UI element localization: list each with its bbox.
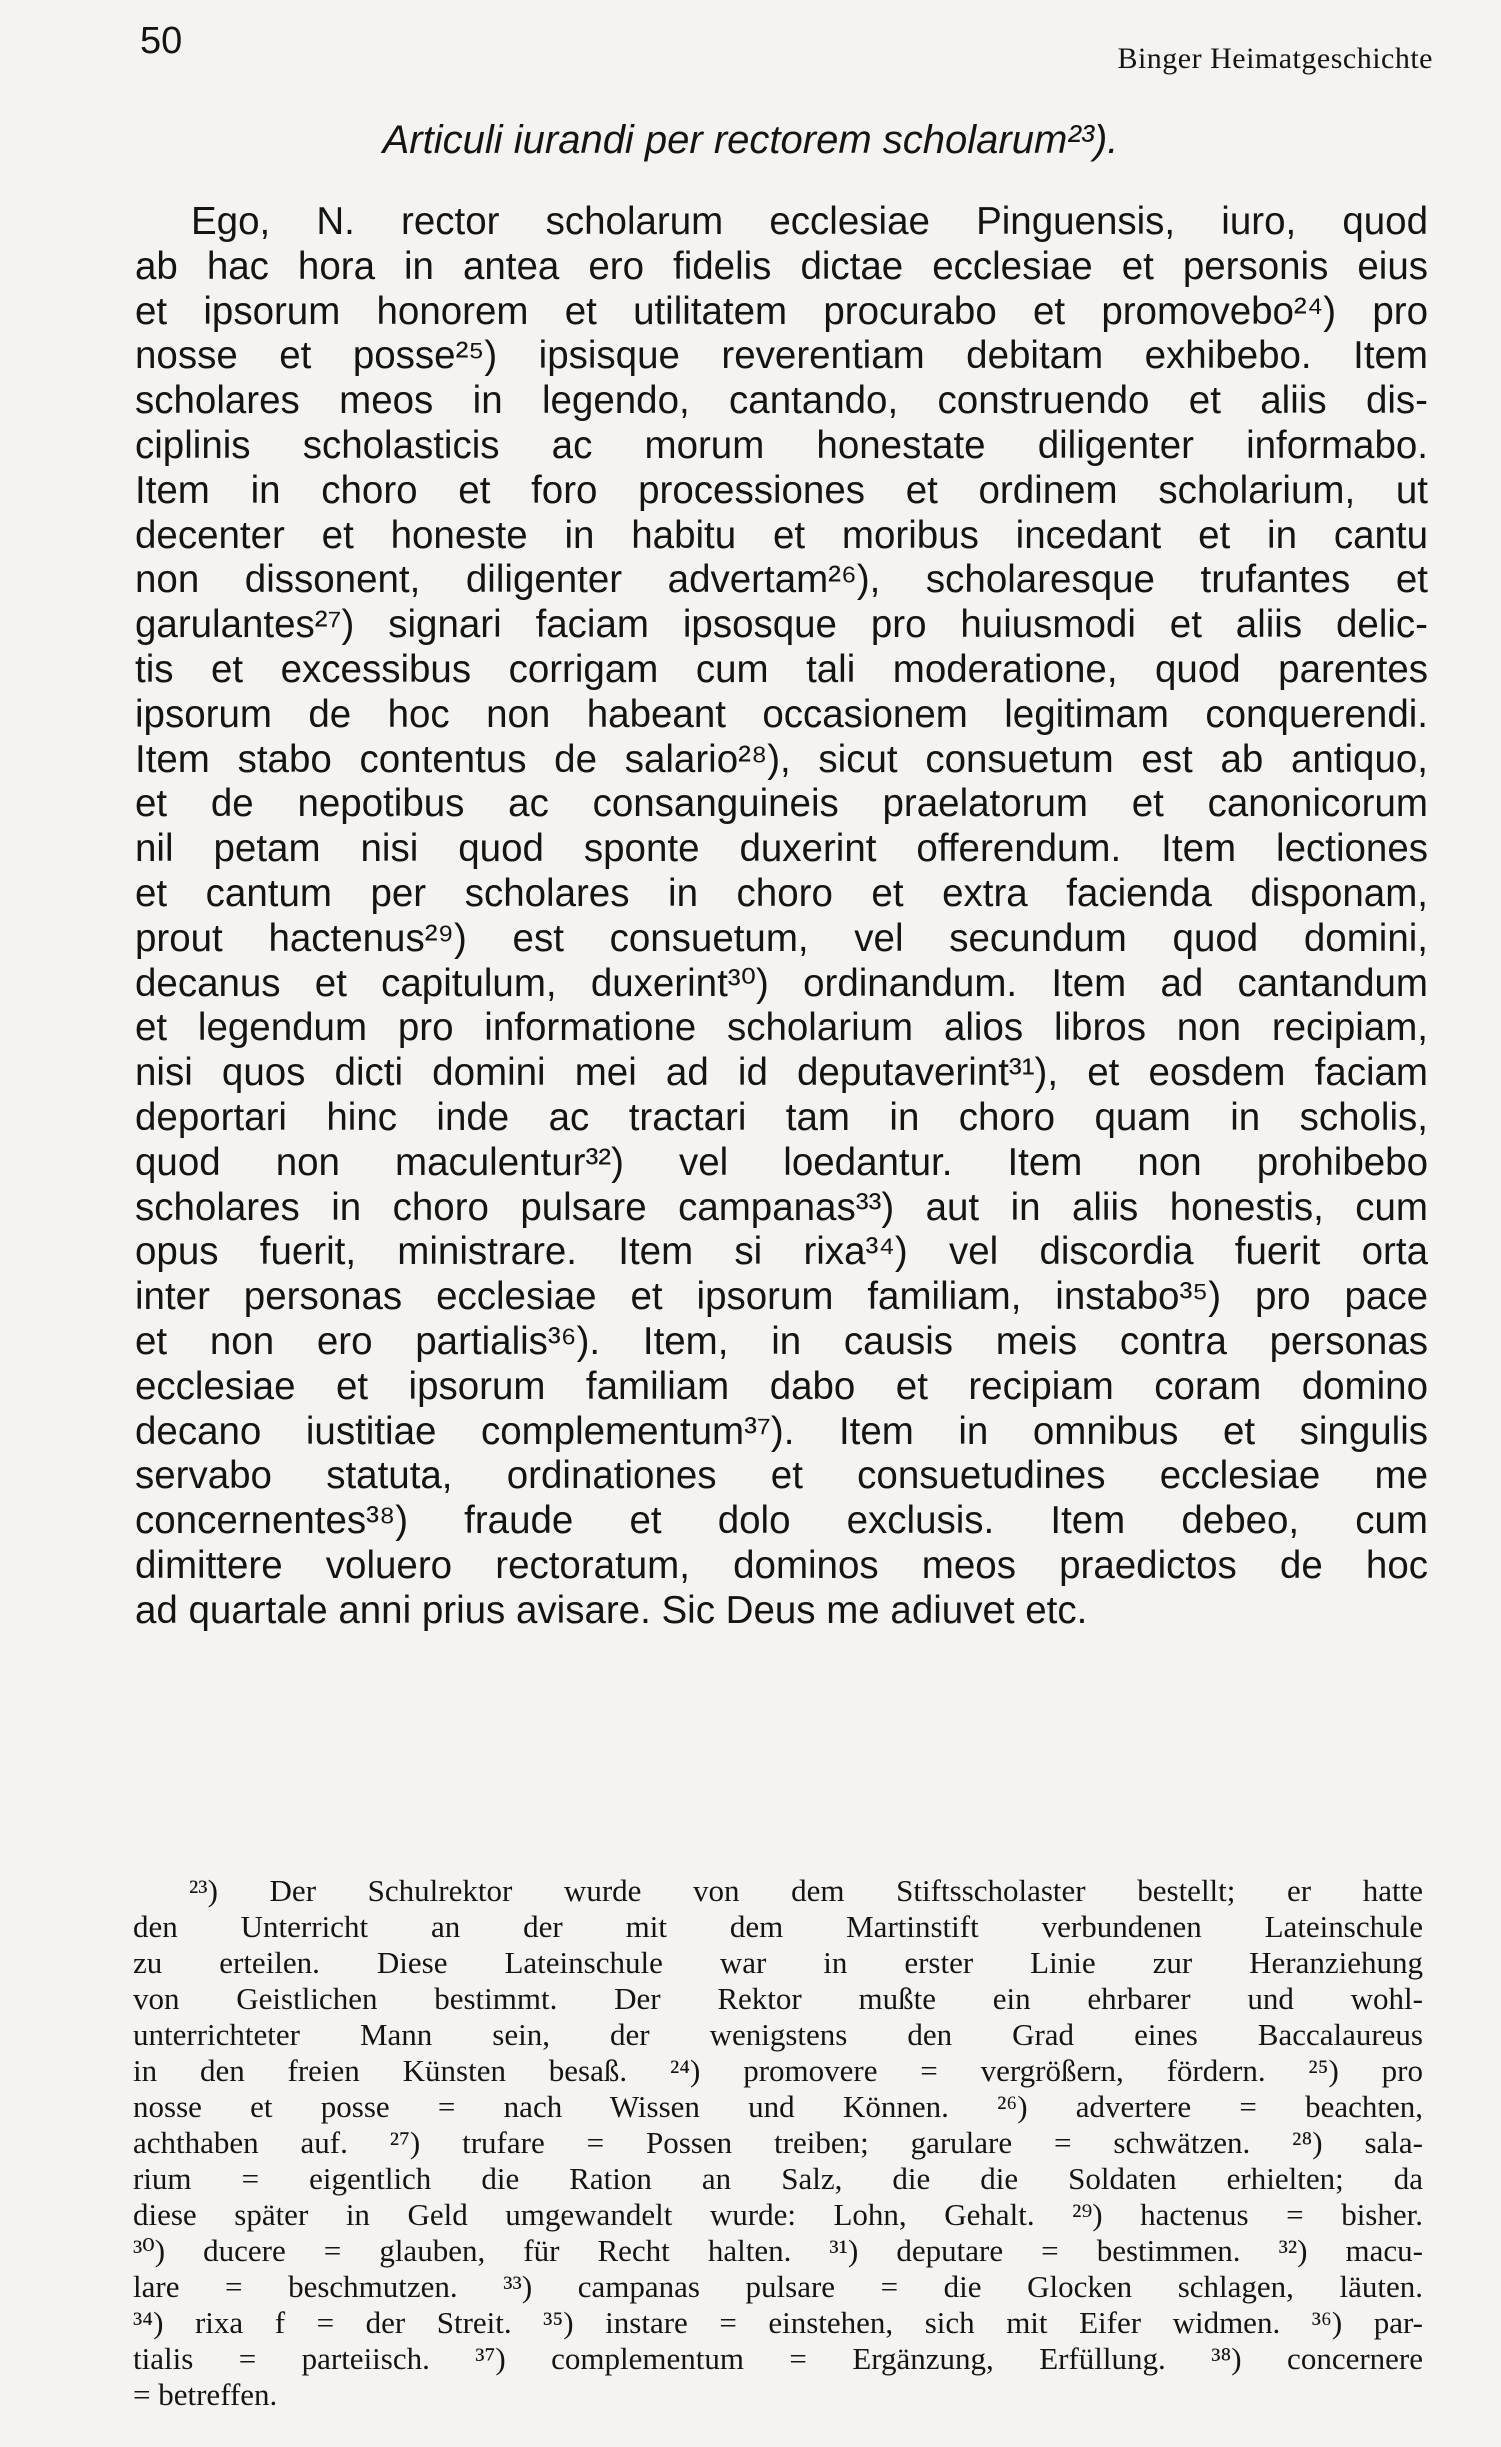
- text-line: prout hactenus²⁹) est consuetum, vel secundum quod domini,: [135, 916, 1428, 960]
- footnote-line: achthaben auf. ²⁷) trufare = Possen treiben; garulare = schwätzen. ²⁸) sala-: [133, 2125, 1423, 2160]
- text-line: et non ero partialis³⁶). Item, in causis meis contra personas: [135, 1319, 1428, 1363]
- text-line: nisi quos dicti domini mei ad id deputaverint³¹), et eosdem faciam: [135, 1051, 1428, 1095]
- text-line: et legendum pro informatione scholarium alios libros non recipiam,: [135, 1006, 1428, 1050]
- text-line: et de nepotibus ac consanguineis praelatorum et canonicorum: [135, 782, 1428, 826]
- footnote-line: nosse et posse = nach Wissen und Können. ²⁶) advertere = beachten,: [133, 2089, 1423, 2124]
- text-line: Item in choro et foro processiones et ordinem scholarium, ut: [135, 468, 1428, 512]
- text-line: scholares meos in legendo, cantando, construendo et aliis dis-: [135, 379, 1428, 423]
- text-line: ad quartale anni prius avisare. Sic Deus me adiuvet etc.: [135, 1588, 1088, 1632]
- text-line: concernentes³⁸) fraude et dolo exclusis. Item debeo, cum: [135, 1499, 1428, 1543]
- footnote-line: ³⁰) ducere = glauben, für Recht halten. ³¹) deputare = bestimmen. ³²) macu-: [133, 2233, 1423, 2268]
- text-line: nosse et posse²⁵) ipsisque reverentiam debitam exhibebo. Item: [135, 334, 1428, 378]
- text-line: ipsorum de hoc non habeant occasionem legitimam conquerendi.: [135, 692, 1428, 736]
- footnote-line: in den freien Künsten besaß. ²⁴) promovere = vergrößern, fördern. ²⁵) pro: [133, 2053, 1423, 2088]
- main-text: [135, 200, 1428, 1634]
- footnote-line: von Geistlichen bestimmt. Der Rektor mußte ein ehrbarer und wohl-: [133, 1981, 1423, 2016]
- footnote-line: lare = beschmutzen. ³³) campanas pulsare = die Glocken schlagen, läuten.: [133, 2269, 1423, 2304]
- footnote-line: zu erteilen. Diese Lateinschule war in erster Linie zur Heranziehung: [133, 1945, 1423, 1980]
- footnote-line: den Unterricht an der mit dem Martinstift verbundenen Lateinschule: [133, 1909, 1423, 1944]
- footnotes: [133, 1873, 1423, 2413]
- footnote-line: = betreffen.: [133, 2377, 278, 2412]
- text-line: dimittere voluero rectoratum, dominos meos praedictos de hoc: [135, 1543, 1428, 1587]
- text-line: deportari hinc inde ac tractari tam in choro quam in scholis,: [135, 1095, 1428, 1139]
- running-head: Binger Heimatgeschichte: [1117, 42, 1433, 75]
- text-line: servabo statuta, ordinationes et consuetudines ecclesiae me: [135, 1454, 1428, 1498]
- text-line: nil petam nisi quod sponte duxerint offerendum. Item lectiones: [135, 827, 1428, 871]
- text-line: et ipsorum honorem et utilitatem procurabo et promovebo²⁴) pro: [135, 289, 1428, 333]
- text-line: ab hac hora in antea ero fidelis dictae ecclesiae et personis eius: [135, 244, 1428, 288]
- footnote-line: ³⁴) rixa f = der Streit. ³⁵) instare = einstehen, sich mit Eifer widmen. ³⁶) par-: [133, 2305, 1423, 2340]
- text-line: decano iustitiae complementum³⁷). Item in omnibus et singulis: [135, 1409, 1428, 1453]
- text-line: ciplinis scholasticis ac morum honestate diligenter informabo.: [135, 423, 1428, 467]
- text-line: opus fuerit, ministrare. Item si rixa³⁴) vel discordia fuerit orta: [135, 1230, 1428, 1274]
- text-line: et cantum per scholares in choro et extra facienda disponam,: [135, 871, 1428, 915]
- footnote-line: tialis = parteiisch. ³⁷) complementum = Ergänzung, Erfüllung. ³⁸) concernere: [133, 2341, 1423, 2376]
- text-line: tis et excessibus corrigam cum tali moderatione, quod parentes: [135, 647, 1428, 691]
- text-line: decanus et capitulum, duxerint³⁰) ordinandum. Item ad cantandum: [135, 961, 1428, 1005]
- text-line: decenter et honeste in habitu et moribus incedant et in cantu: [135, 513, 1428, 557]
- text-line: quod non maculentur³²) vel loedantur. Item non prohibebo: [135, 1140, 1428, 1184]
- text-line: Ego, N. rector scholarum ecclesiae Pinguensis, iuro, quod: [191, 200, 1428, 243]
- footnote-line: unterrichteter Mann sein, der wenigstens den Grad eines Baccalaureus: [133, 2017, 1423, 2052]
- section-title: Articuli iurandi per rectorem scholarum²³).: [382, 118, 1119, 162]
- footnote-line: rium = eigentlich die Ration an Salz, die die Soldaten erhielten; da: [133, 2161, 1423, 2196]
- text-line: inter personas ecclesiae et ipsorum familiam, instabo³⁵) pro pace: [135, 1275, 1428, 1319]
- text-line: ecclesiae et ipsorum familiam dabo et recipiam coram domino: [135, 1364, 1428, 1408]
- text-line: scholares in choro pulsare campanas³³) aut in aliis honestis, cum: [135, 1185, 1428, 1229]
- text-line: non dissonent, diligenter advertam²⁶), scholaresque trufantes et: [135, 558, 1428, 602]
- text-line: garulantes²⁷) signari faciam ipsosque pro huiusmodi et aliis delic-: [135, 603, 1428, 647]
- text-line: Item stabo contentus de salario²⁸), sicut consuetum est ab antiquo,: [135, 737, 1428, 781]
- footnote-line: diese später in Geld umgewandelt wurde: Lohn, Gehalt. ²⁹) hactenus = bisher.: [133, 2197, 1423, 2232]
- footnote-line: ²³) Der Schulrektor wurde von dem Stiftsscholaster bestellt; er hatte: [189, 1873, 1423, 1908]
- page-number: 50: [140, 20, 183, 62]
